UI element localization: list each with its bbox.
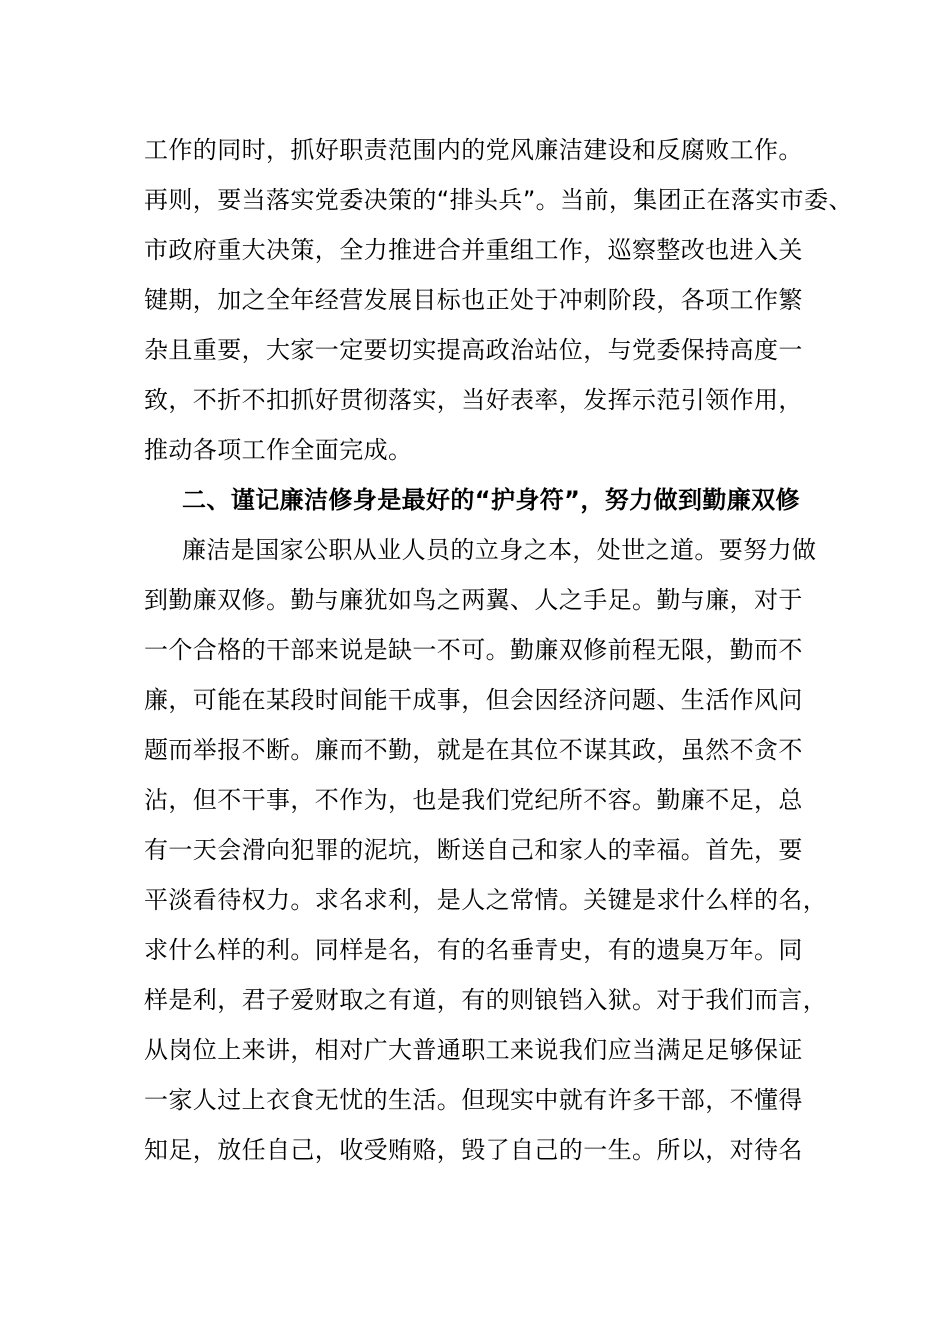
paragraph-line: 样是利，君子爱财取之有道，有的则锒铛入狱。对于我们而言， [144,986,828,1014]
paragraph-line: 致，不折不扣抓好贯彻落实，当好表率，发挥示范引领作用， [144,386,803,414]
paragraph-line: 廉，可能在某段时间能干成事，但会因经济问题、生活作风问 [144,686,803,714]
paragraph-line: 知足，放任自己，收受贿赂，毁了自己的一生。所以，对待名 [144,1136,803,1164]
paragraph-line: 再则，要当落实党委决策的“排头兵”。当前，集团正在落实市委、 [144,186,853,214]
paragraph-line: 推动各项工作全面完成。 [144,436,413,464]
paragraph-line: 键期，加之全年经营发展目标也正处于冲刺阶段，各项工作繁 [144,286,803,314]
paragraph-line: 求什么样的利。同样是名，有的名垂青史，有的遗臭万年。同 [144,936,803,964]
paragraph-line: 市政府重大决策，全力推进合并重组工作，巡察整改也进入关 [144,236,803,264]
paragraph-line: 工作的同时，抓好职责范围内的党风廉洁建设和反腐败工作。 [144,136,803,164]
document-body [144,125,853,1175]
paragraph-line: 沾，但不干事，不作为，也是我们党纪所不容。勤廉不足，总 [144,786,803,814]
paragraph-line: 从岗位上来讲，相对广大普通职工来说我们应当满足足够保证 [144,1036,803,1064]
paragraph-line: 廉洁是国家公职从业人员的立身之本，处世之道。要努力做 [182,536,817,564]
section-heading: 二、谨记廉洁修身是最好的“护身符”，努力做到勤廉双修 [182,486,800,514]
paragraph-line: 平淡看待权力。求名求利，是人之常情。关键是求什么样的名， [144,886,828,914]
paragraph-line: 有一天会滑向犯罪的泥坑，断送自己和家人的幸福。首先，要 [144,836,803,864]
paragraph-line: 一家人过上衣食无忧的生活。但现实中就有许多干部，不懂得 [144,1086,803,1114]
paragraph-line: 杂且重要，大家一定要切实提高政治站位，与党委保持高度一 [144,336,803,364]
paragraph-line: 题而举报不断。廉而不勤，就是在其位不谋其政，虽然不贪不 [144,736,803,764]
paragraph-line: 到勤廉双修。勤与廉犹如鸟之两翼、人之手足。勤与廉，对于 [144,586,803,614]
paragraph-line: 一个合格的干部来说是缺一不可。勤廉双修前程无限，勤而不 [144,636,803,664]
